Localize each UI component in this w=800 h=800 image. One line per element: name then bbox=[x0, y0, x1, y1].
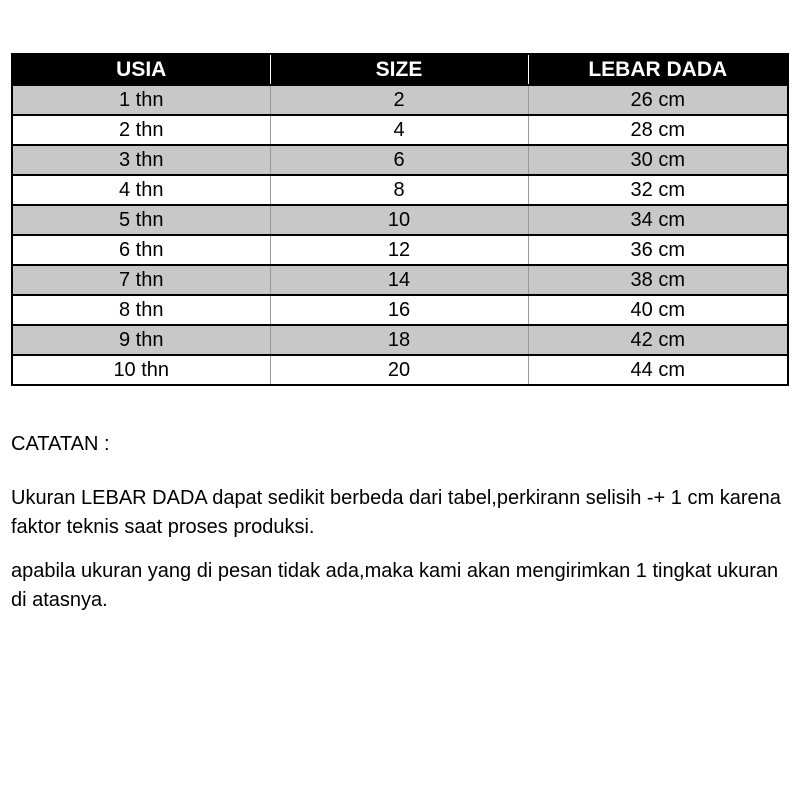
size-chart-table bbox=[11, 53, 789, 386]
table-row bbox=[12, 325, 788, 355]
cell-size: 18 bbox=[270, 325, 528, 355]
cell-lebar-dada: 30 cm bbox=[528, 145, 788, 175]
cell-lebar-dada: 40 cm bbox=[528, 295, 788, 325]
cell-usia: 8 thn bbox=[12, 295, 270, 325]
cell-lebar-dada: 32 cm bbox=[528, 175, 788, 205]
cell-usia: 10 thn bbox=[12, 355, 270, 385]
cell-usia: 4 thn bbox=[12, 175, 270, 205]
cell-usia: 9 thn bbox=[12, 325, 270, 355]
table-body bbox=[12, 85, 788, 385]
header-size: SIZE bbox=[270, 54, 528, 85]
table-row bbox=[12, 145, 788, 175]
cell-lebar-dada: 38 cm bbox=[528, 265, 788, 295]
cell-usia: 2 thn bbox=[12, 115, 270, 145]
table-row bbox=[12, 205, 788, 235]
table-row bbox=[12, 355, 788, 385]
table-row bbox=[12, 265, 788, 295]
cell-size: 14 bbox=[270, 265, 528, 295]
cell-size: 8 bbox=[270, 175, 528, 205]
cell-size: 6 bbox=[270, 145, 528, 175]
header-usia: USIA bbox=[12, 54, 270, 85]
cell-lebar-dada: 42 cm bbox=[528, 325, 788, 355]
notes-heading: CATATAN : bbox=[11, 433, 110, 455]
cell-lebar-dada: 36 cm bbox=[528, 235, 788, 265]
table-header-row bbox=[12, 54, 788, 85]
cell-usia: 5 thn bbox=[12, 205, 270, 235]
cell-size: 4 bbox=[270, 115, 528, 145]
cell-size: 10 bbox=[270, 205, 528, 235]
cell-size: 12 bbox=[270, 235, 528, 265]
note-paragraph: apabila ukuran yang di pesan tidak ada,maka kami akan mengirimkan 1 tingkat ukuran di atasnya. bbox=[11, 560, 779, 611]
cell-usia: 7 thn bbox=[12, 265, 270, 295]
table-row bbox=[12, 235, 788, 265]
table-row bbox=[12, 295, 788, 325]
header-lebar-dada: LEBAR DADA bbox=[528, 54, 788, 85]
table-row bbox=[12, 115, 788, 145]
cell-size: 16 bbox=[270, 295, 528, 325]
table-row bbox=[12, 175, 788, 205]
cell-usia: 6 thn bbox=[12, 235, 270, 265]
cell-usia: 1 thn bbox=[12, 85, 270, 115]
table-row bbox=[12, 85, 788, 115]
cell-lebar-dada: 44 cm bbox=[528, 355, 788, 385]
cell-lebar-dada: 26 cm bbox=[528, 85, 788, 115]
cell-usia: 3 thn bbox=[12, 145, 270, 175]
cell-lebar-dada: 28 cm bbox=[528, 115, 788, 145]
cell-size: 20 bbox=[270, 355, 528, 385]
notes-section bbox=[11, 430, 791, 615]
cell-size: 2 bbox=[270, 85, 528, 115]
cell-lebar-dada: 34 cm bbox=[528, 205, 788, 235]
note-paragraph: Ukuran LEBAR DADA dapat sedikit berbeda dari tabel,perkirann selisih -+ 1 cm karena faktor teknis saat proses produksi. bbox=[11, 487, 781, 538]
